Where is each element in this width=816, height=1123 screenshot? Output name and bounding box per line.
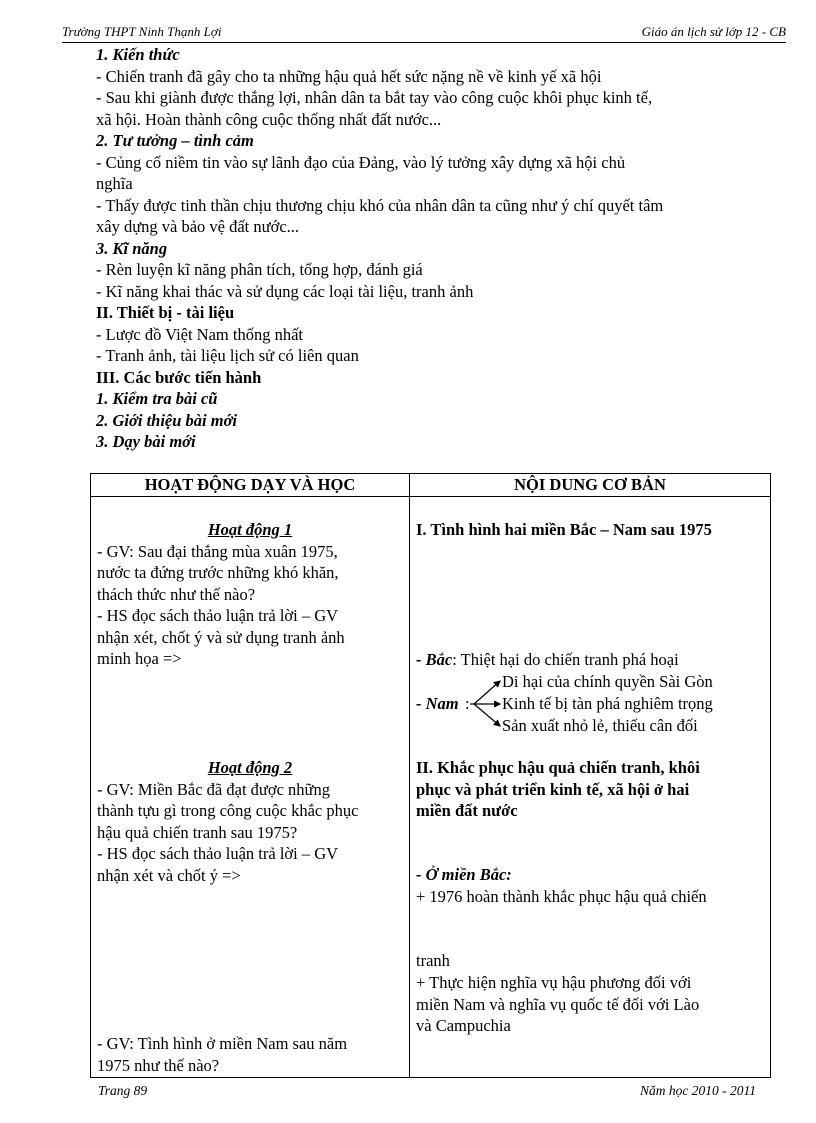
thought-title: 2. Tư tưởng – tình cảm	[96, 131, 254, 150]
section-1-title: I. Tình hình hai miền Bắc – Nam sau 1975	[416, 520, 712, 539]
south-label: - Nam	[416, 694, 459, 713]
activity-2-line: - GV: Miền Bắc đã đạt được những	[97, 779, 330, 799]
north-achievement-cont: tranh	[416, 951, 450, 970]
thought-line: - Củng cố niềm tin vào sự lãnh đạo của Đảng, vào lý tưởng xây dựng xã hội chủ	[96, 152, 626, 172]
section-2-title-line: phục và phát triển kinh tế, xã hội ở hai	[416, 779, 690, 799]
activity-2-line: thành tựu gì trong công cuộc khắc phục	[97, 801, 359, 820]
skill-title: 3. Kĩ năng	[96, 238, 168, 258]
subject-name: Giáo án lịch sử lớp 12 - CB	[641, 24, 786, 39]
north-region-label: - Ở miền Bắc:	[416, 865, 512, 884]
north-damage-text: : Thiệt hại do chiến tranh phá hoại	[452, 650, 679, 669]
activity-2-line: hậu quả chiến tranh sau 1975?	[97, 822, 298, 842]
activity-2-line: - HS đọc sách thảo luận trả lời – GV	[97, 844, 339, 863]
activity-2-title: Hoạt động 2	[207, 758, 293, 777]
activity-3-line: 1975 như thế nào?	[97, 1055, 220, 1075]
south-colon: :	[465, 694, 470, 713]
south-item: Sản xuất nhỏ lẻ, thiếu cân đối	[502, 716, 698, 735]
activity-2-line: nhận xét và chốt ý =>	[97, 865, 241, 885]
north-duties	[416, 972, 764, 1037]
north-duty-line: + Thực hiện nghĩa vụ hậu phương đối với	[416, 973, 692, 992]
step-item: 1. Kiểm tra bài cũ	[96, 389, 218, 408]
north-achievement: + 1976 hoàn thành khắc phục hậu quả chiến	[416, 887, 707, 906]
page-footer	[98, 1083, 756, 1099]
activity-1-line: nước ta đứng trước những khó khăn,	[97, 563, 339, 582]
activity-1-line: nhận xét, chốt ý và sử dụng tranh ảnh	[97, 627, 345, 647]
section-2-title-line: miền đất nước	[416, 801, 518, 820]
knowledge-line: - Sau khi giành được thắng lợi, nhân dân ta bắt tay vào công cuộc khôi phục kinh tế,	[96, 88, 653, 107]
north-duty-line: và Campuchia	[416, 1016, 511, 1035]
step-item: 3. Dạy bài mới	[96, 432, 196, 451]
steps-title: III. Các bước tiến hành	[96, 367, 262, 387]
activity-2	[97, 757, 403, 886]
thought-line: xây dựng và bảo vệ đất nước...	[96, 217, 300, 236]
activity-1-line: - GV: Sau đại thắng mùa xuân 1975,	[97, 541, 338, 561]
section-2-title-line: II. Khắc phục hậu quả chiến tranh, khôi	[416, 758, 700, 777]
activity-1-line: minh họa =>	[97, 649, 182, 668]
activity-1	[97, 519, 403, 670]
activity-1-line: thách thức như thế nào?	[97, 584, 256, 604]
section-2-title	[416, 757, 764, 822]
activity-1-title: Hoạt động 1	[207, 520, 293, 539]
branch-arrows-icon	[470, 671, 506, 737]
skill-line: - Kĩ năng khai thác và sử dụng các loại tài liệu, tranh ảnh	[96, 281, 474, 301]
column-header-activities: HOẠT ĐỘNG DẠY VÀ HỌC	[91, 474, 410, 497]
lesson-table	[90, 473, 771, 1078]
south-item: Kinh tế bị tàn phá nghiêm trọng	[502, 694, 713, 713]
knowledge-title: 1. Kiến thức	[96, 45, 180, 64]
knowledge-line: - Chiến tranh đã gây cho ta những hậu quả hết sức nặng nề về kinh yế xã hội	[96, 66, 602, 86]
south-situation	[416, 671, 766, 737]
north-duty-line: miền Nam và nghĩa vụ quốc tế đối với Lào	[416, 994, 700, 1014]
knowledge-line: xã hội. Hoàn thành công cuộc thống nhất đất nước...	[96, 109, 442, 129]
equipment-line: - Lược đồ Việt Nam thống nhất	[96, 324, 303, 344]
activity-3-line: - GV: Tình hình ở miền Nam sau năm	[97, 1034, 348, 1053]
north-label: - Bắc	[416, 650, 453, 669]
activity-3	[97, 1033, 403, 1076]
equipment-line: - Tranh ảnh, tài liệu lịch sử có liên quan	[96, 346, 359, 365]
thought-line: nghĩa	[96, 174, 133, 193]
page-header	[62, 24, 786, 43]
step-item: 2. Giới thiệu bài mới	[96, 410, 238, 430]
south-item: Di hại của chính quyền Sài Gòn	[502, 672, 713, 691]
skill-line: - Rèn luyện kĩ năng phân tích, tổng hợp, đánh giá	[96, 260, 423, 279]
column-header-content: NỘI DUNG CƠ BẢN	[410, 474, 771, 497]
school-name: Trường THPT Ninh Thạnh Lợi	[62, 24, 222, 39]
equipment-title: II. Thiết bị - tài liệu	[96, 303, 235, 322]
school-year: Năm học 2010 - 2011	[640, 1083, 756, 1098]
lesson-objectives	[96, 44, 776, 453]
content-cell	[410, 497, 771, 1078]
activities-cell	[91, 497, 410, 1078]
thought-line: - Thấy được tinh thần chịu thương chịu khó của nhân dân ta cũng như ý chí quyết tâm	[96, 195, 664, 215]
page-number: Trang 89	[98, 1083, 148, 1098]
activity-1-line: - HS đọc sách thảo luận trả lời – GV	[97, 606, 339, 625]
north-damage	[416, 649, 764, 671]
